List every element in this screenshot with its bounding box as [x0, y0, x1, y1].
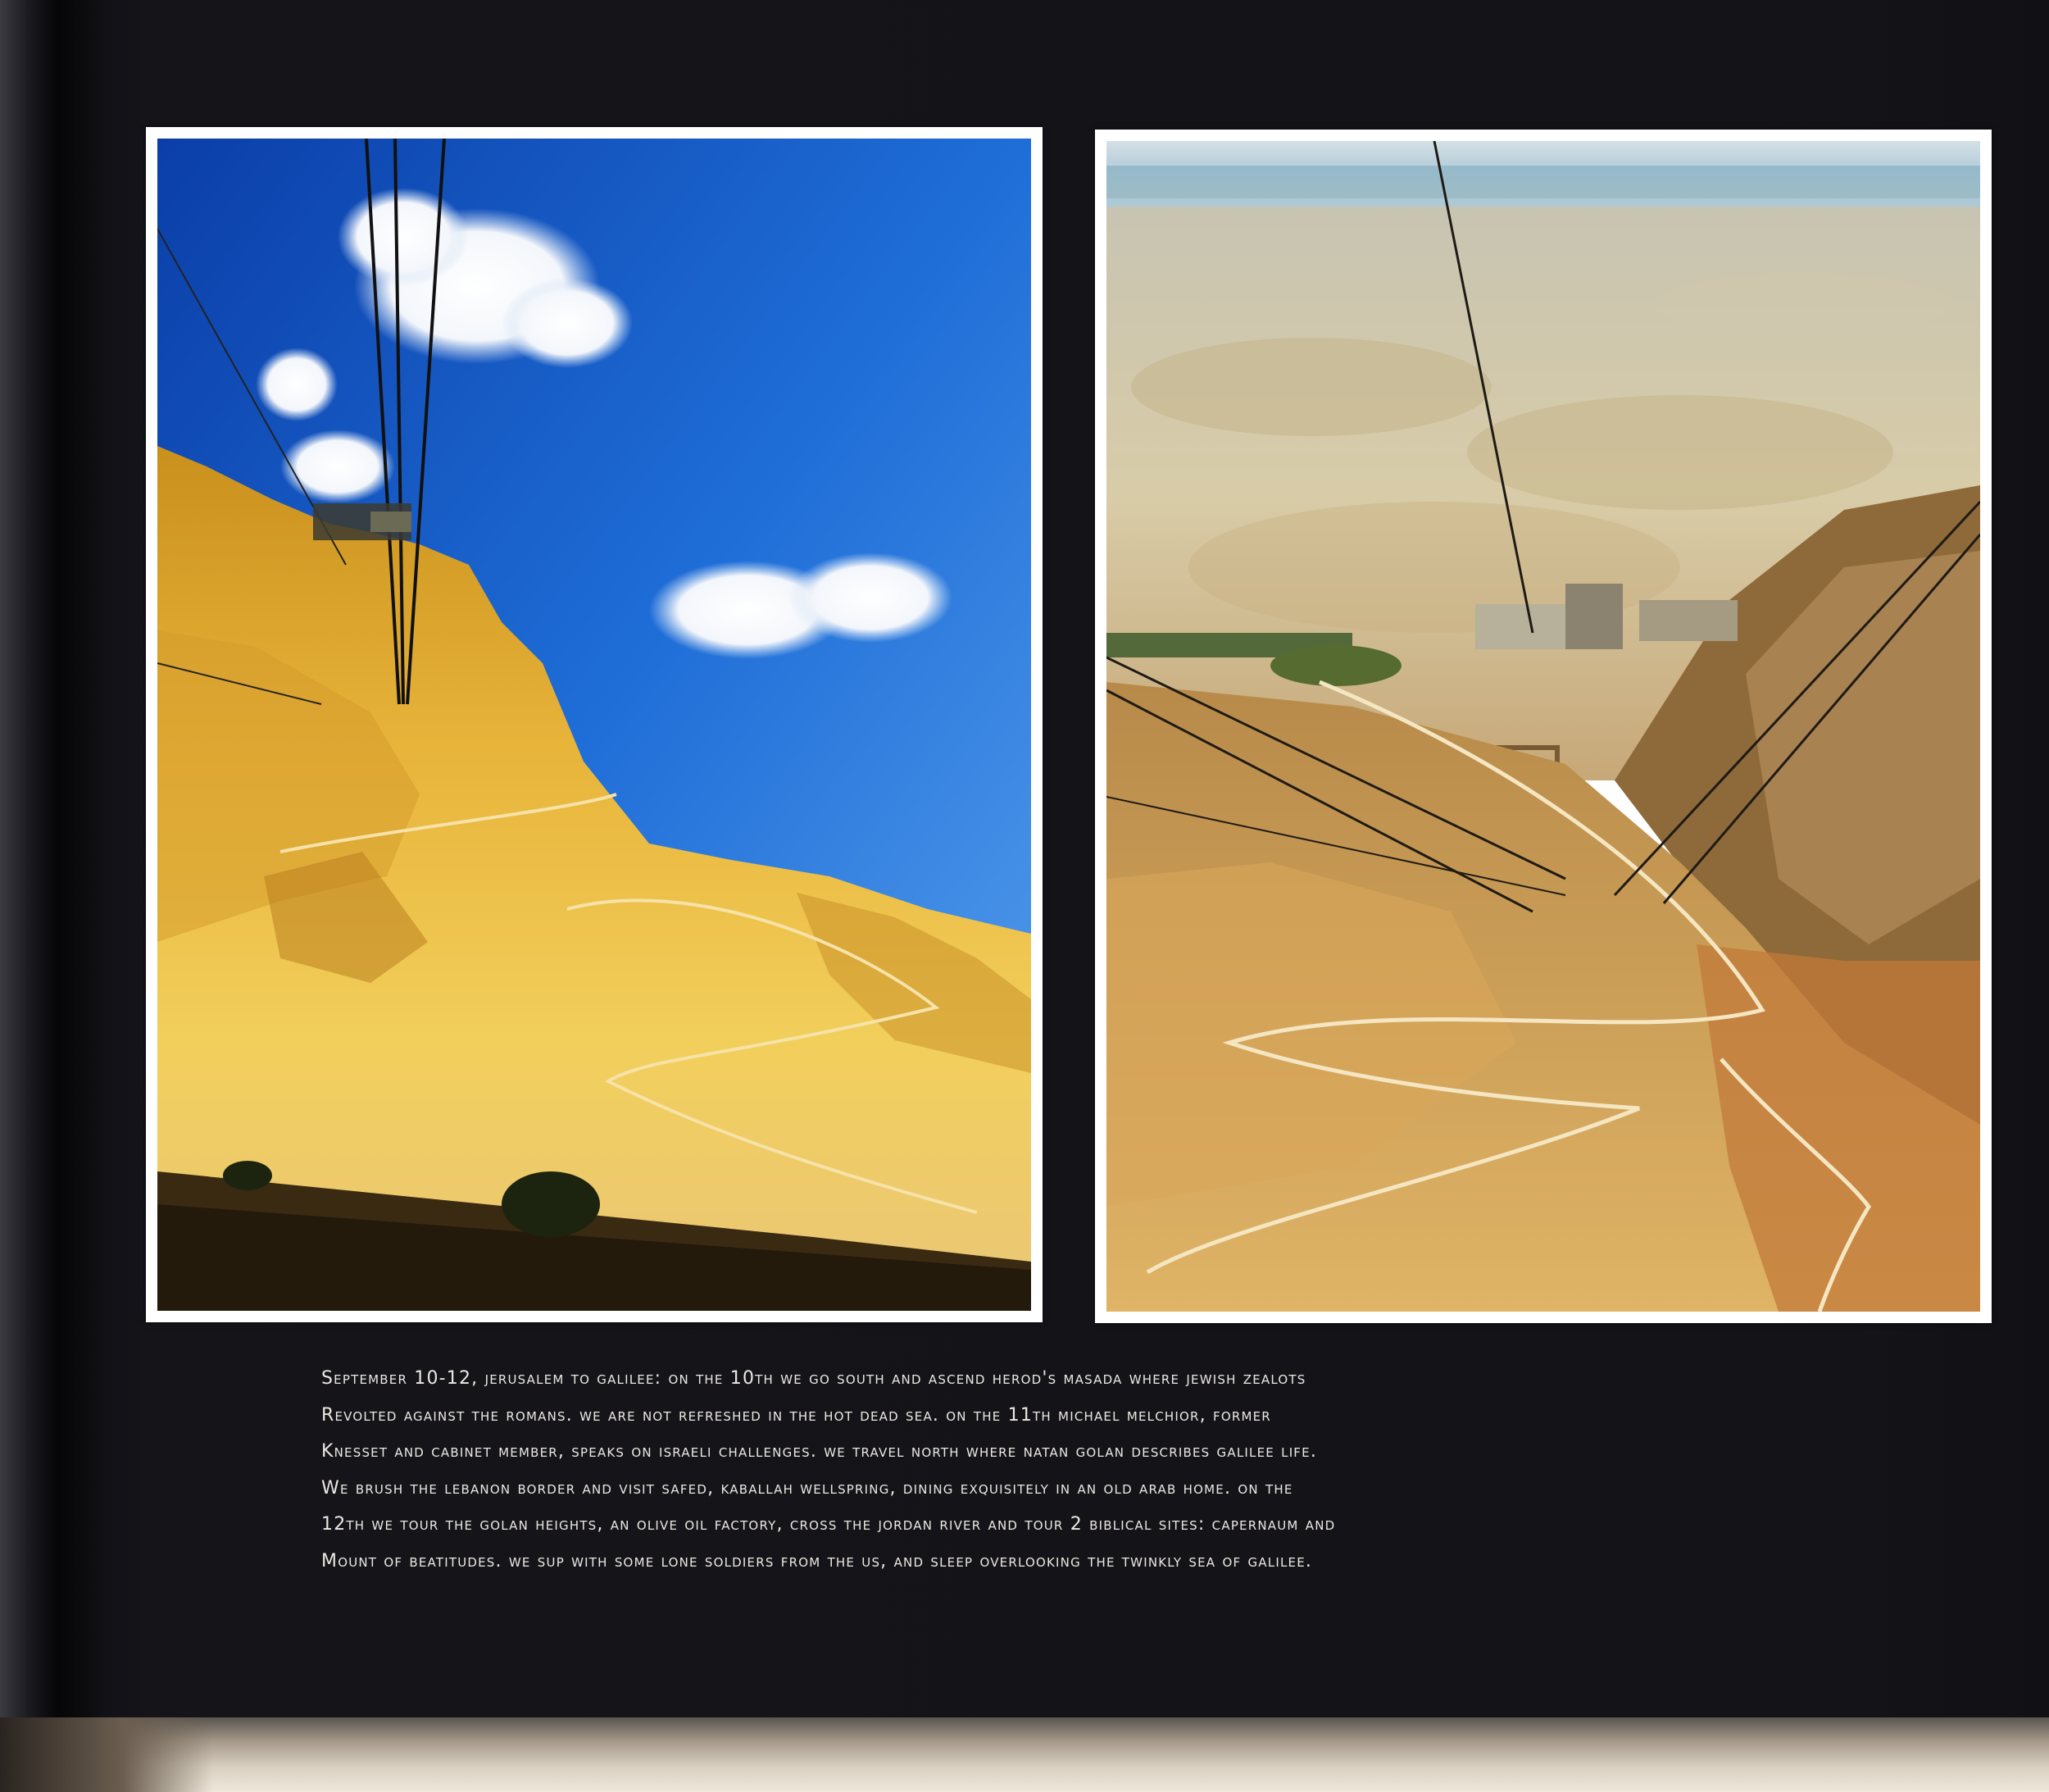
page-edge-shadow [0, 1717, 213, 1792]
caption-line: 12th we tour the golan heights, an olive oil factory, cross the jordan river and tour 2 biblical sites: capernaum and [321, 1514, 1336, 1535]
photo-cable-car-mountain [146, 127, 1043, 1322]
photo-aerial-desert [1095, 130, 1992, 1323]
aerial-desert-image [1106, 141, 1980, 1312]
caption-line: We brush the lebanon border and visit safed, kaballah wellspring, dining exquisitely in an old arab home. on the [321, 1477, 1293, 1499]
photo-caption [321, 1361, 1821, 1580]
caption-line: Mount of beatitudes. we sup with some lone soldiers from the us, and sleep overlooking the twinkly sea of galilee. [321, 1550, 1313, 1571]
cable-car-mountain-image [157, 139, 1031, 1311]
caption-line: Revolted against the romans. we are not refreshed in the hot dead sea. on the 11th michael melchior, former [321, 1404, 1271, 1426]
caption-line: Knesset and cabinet member, speaks on israeli challenges. we travel north where natan golan describes galilee life. [321, 1441, 1318, 1462]
caption-line: September 10-12, jerusalem to galilee: on the 10th we go south and ascend herod's masada where jewish zealots [321, 1368, 1306, 1389]
page-bottom-edge [0, 1717, 2049, 1792]
book-spine [0, 0, 107, 1730]
